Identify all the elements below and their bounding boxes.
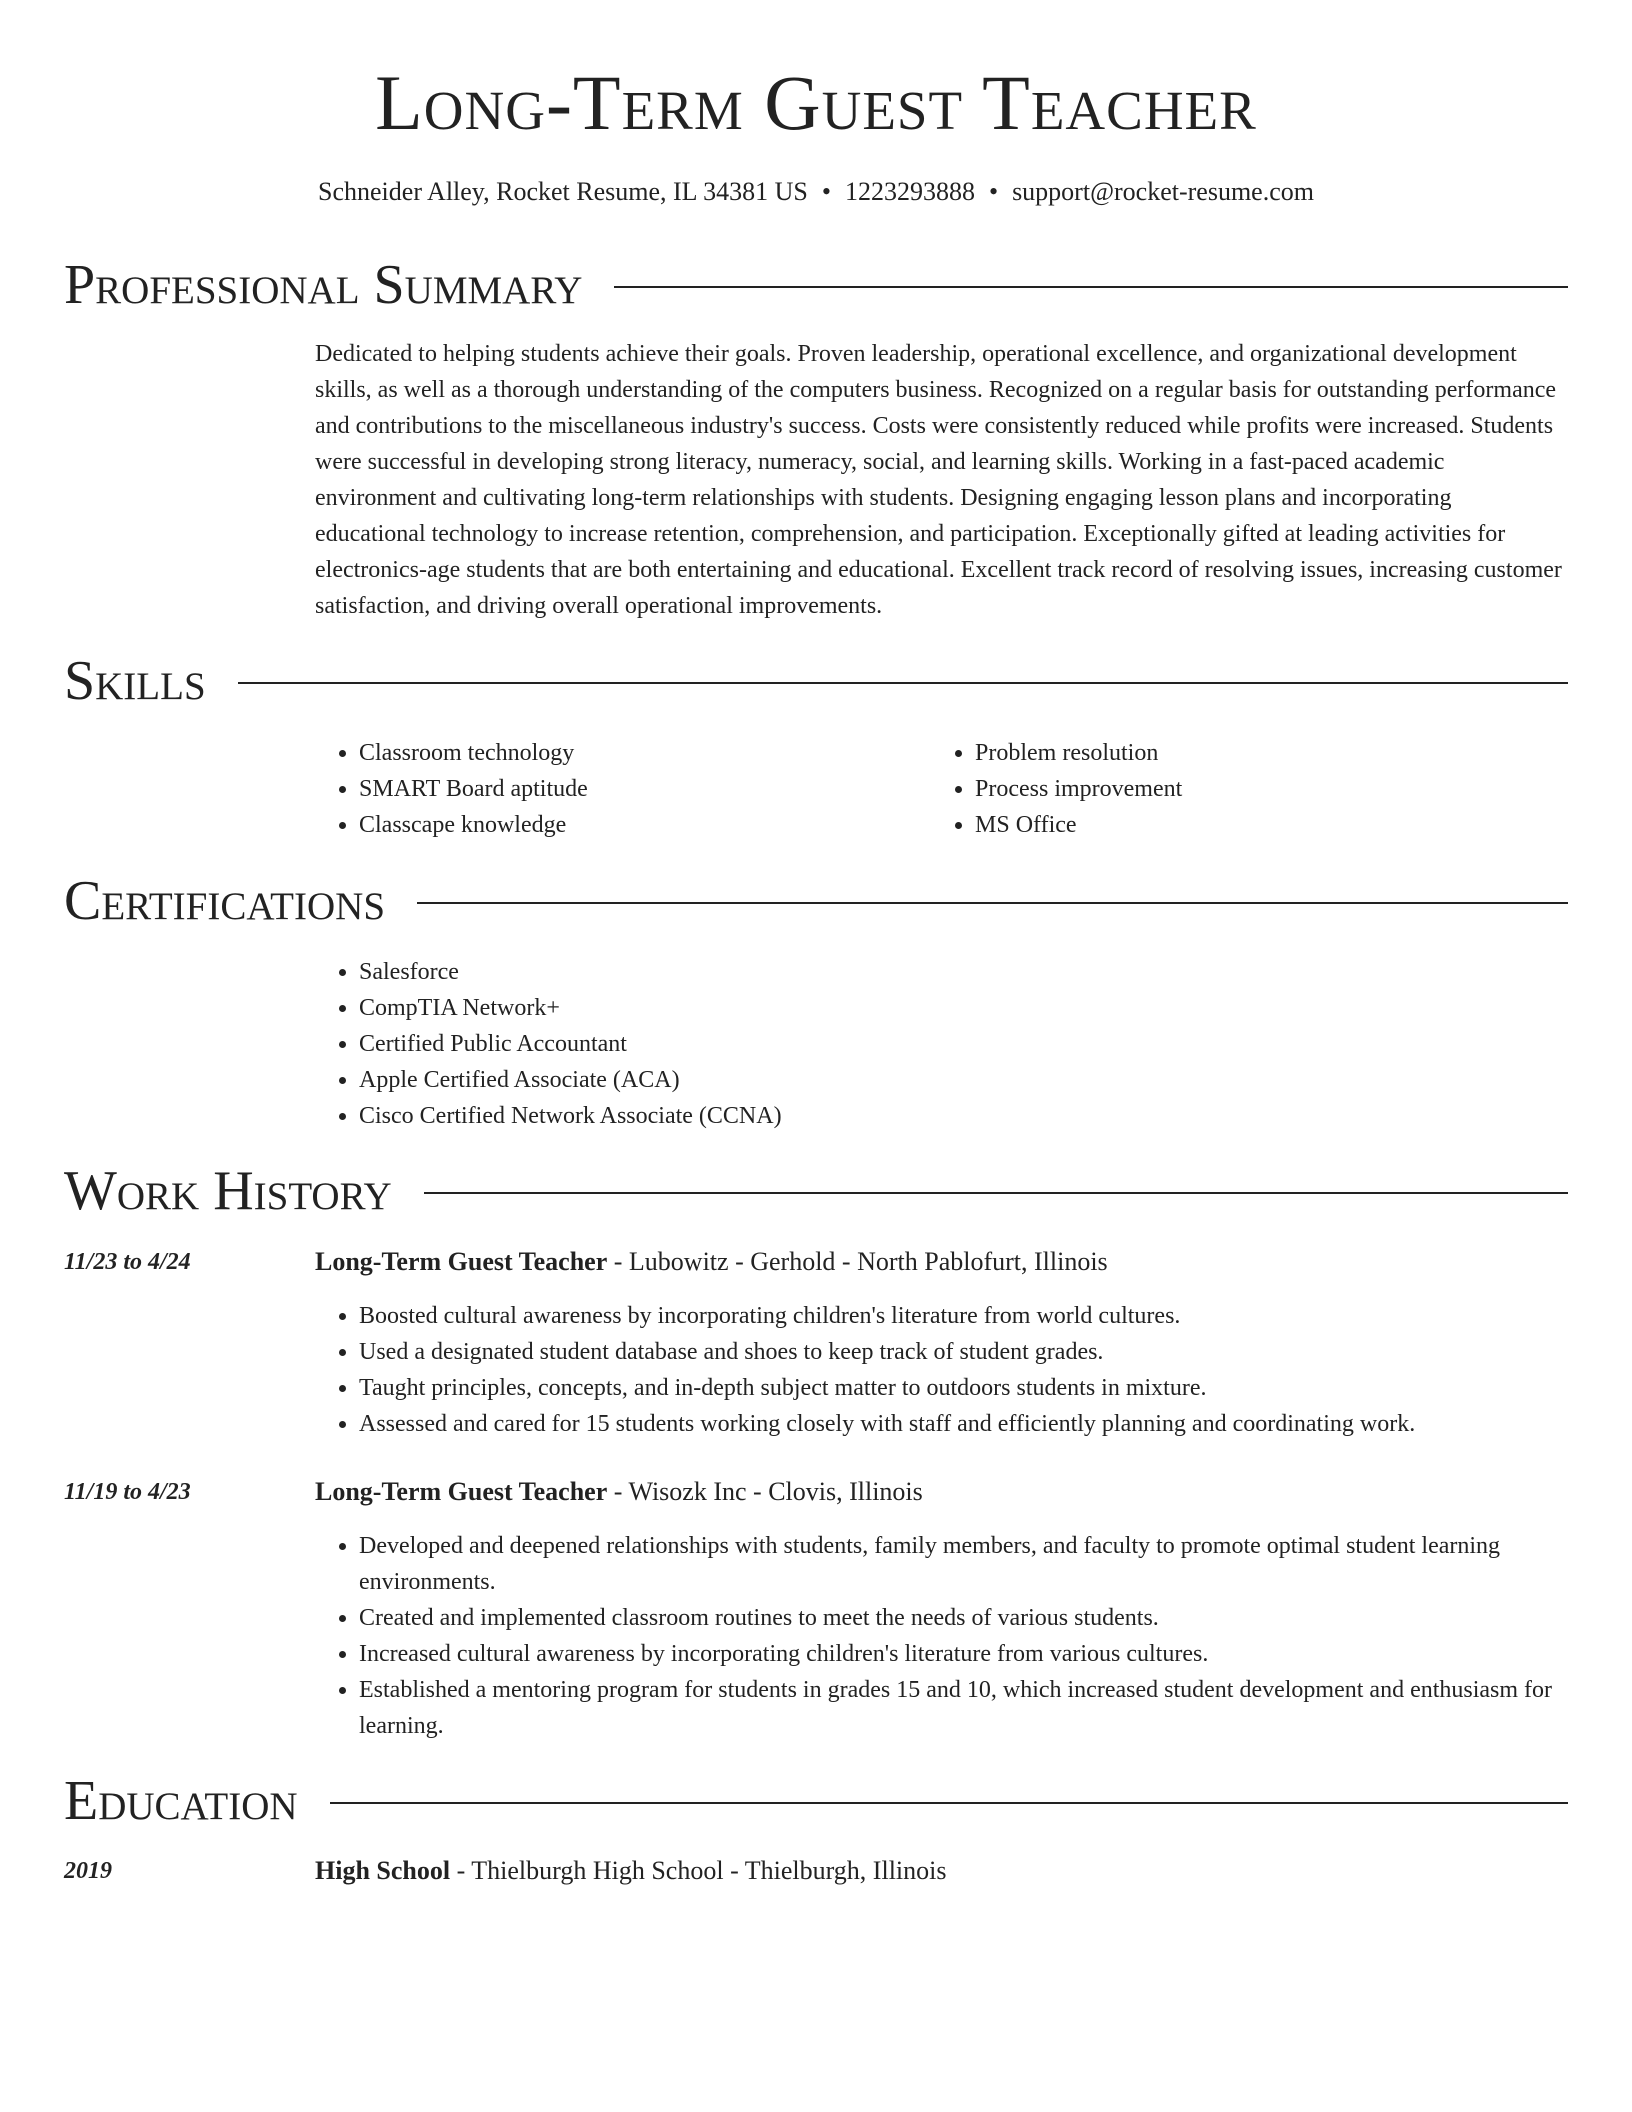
education-year: 2019 — [64, 1858, 112, 1884]
job-duty: • Assessed and cared for 15 students working closely with staff and efficiently planning and coordinating work. — [359, 1406, 1568, 1442]
education-school: - Thielburgh High School - Thielburgh, Illinois — [450, 1856, 947, 1885]
certification-item: • Apple Certified Associate (ACA) — [359, 1062, 1568, 1098]
resume-name: Long-Term Guest Teacher — [375, 59, 1257, 146]
job-employer: - Lubowitz - Gerhold - North Pablofurt, Illinois — [607, 1247, 1108, 1276]
summary-text: Dedicated to helping students achieve their goals. Proven leadership, operational excellence, and organizational development skills, as well as a thorough understanding of the computers business. Recognized on a regular basis for outstanding performance and contributions to the miscellaneous industry's success. Costs were consistently reduced while profits were increased. Students were successful in developing strong literacy, numeracy, social, and learning skills. Working in a fast-paced academic environment and cultivating long-term relationships with students. Designing engaging lesson plans and incorporating educational technology to increase retention, comprehension, and participation. Exceptionally gifted at leading activities for electronics-age students that are both entertaining and educational. Excellent track record of resolving issues, increasing customer satisfaction, and driving overall operational improvements. — [315, 341, 1562, 619]
job-employer: - Wisozk Inc - Clovis, Illinois — [607, 1477, 923, 1506]
education-section-heading — [64, 1770, 1568, 1832]
skills-section-heading — [64, 650, 1568, 712]
separator: • — [988, 177, 999, 206]
skills-list-right — [931, 735, 1547, 843]
education-line — [315, 1853, 1568, 1889]
phone: 1223293888 — [844, 177, 975, 206]
job-duties-list — [315, 1298, 1568, 1442]
section-divider — [330, 1802, 1568, 1804]
job-duty: • Boosted cultural awareness by incorporating children's literature from world cultures. — [359, 1298, 1568, 1334]
certification-item: • CompTIA Network+ — [359, 990, 1568, 1026]
section-divider — [614, 286, 1568, 288]
job-title-line — [315, 1474, 1568, 1510]
email: support@rocket-resume.com — [1012, 177, 1314, 206]
job-duty: • Established a mentoring program for students in grades 15 and 10, which increased student development and enthusiasm for learning. — [359, 1672, 1568, 1744]
skills-column-right — [931, 735, 1547, 843]
contact-line — [0, 176, 1632, 208]
certification-item: • Salesforce — [359, 954, 1568, 990]
job-duties-list — [315, 1528, 1568, 1744]
skill-item: • SMART Board aptitude — [359, 771, 931, 807]
certifications-body — [315, 954, 1568, 1134]
job-bullets — [315, 1528, 1568, 1744]
job-bullets — [315, 1298, 1568, 1442]
summary-section-heading — [64, 254, 1568, 316]
job-duty: • Developed and deepened relationships with students, family members, and faculty to promote optimal student learning environments. — [359, 1528, 1568, 1600]
skills-heading: Skills — [64, 650, 206, 712]
summary-heading: Professional Summary — [64, 254, 583, 316]
summary-body — [315, 336, 1568, 624]
address: Schneider Alley, Rocket Resume, IL 34381 US — [318, 177, 808, 206]
work-heading: Work History — [64, 1160, 392, 1222]
skills-columns — [315, 735, 1568, 843]
certifications-section-heading — [64, 870, 1568, 932]
work-section-heading — [64, 1160, 1568, 1222]
skill-item: • Classroom technology — [359, 735, 931, 771]
section-divider — [238, 682, 1568, 684]
certifications-heading: Certifications — [64, 870, 386, 932]
job-duty: • Created and implemented classroom routines to meet the needs of various students. — [359, 1600, 1568, 1636]
skills-list-left — [315, 735, 931, 843]
separator: • — [821, 177, 831, 206]
certifications-list — [315, 954, 1568, 1134]
skill-item: • Classcape knowledge — [359, 807, 931, 843]
job-duty: • Used a designated student database and shoes to keep track of student grades. — [359, 1334, 1568, 1370]
skill-item: • MS Office — [975, 807, 1547, 843]
certification-item: • Cisco Certified Network Associate (CCNA) — [359, 1098, 1568, 1134]
job-title: Long-Term Guest Teacher — [315, 1247, 608, 1276]
job-title: Long-Term Guest Teacher — [315, 1477, 608, 1506]
skill-item: • Process improvement — [975, 771, 1547, 807]
education-degree: High School — [315, 1856, 451, 1885]
skills-body — [315, 735, 1568, 843]
job-duty: • Taught principles, concepts, and in-depth subject matter to outdoors students in mixture. — [359, 1370, 1568, 1406]
certification-item: • Certified Public Accountant — [359, 1026, 1568, 1062]
job-title-line — [315, 1244, 1568, 1280]
skills-column-left — [315, 735, 931, 843]
section-divider — [424, 1192, 1568, 1194]
job-dates: 11/23 to 4/24 — [64, 1249, 191, 1275]
education-heading: Education — [64, 1770, 298, 1832]
skill-item: • Problem resolution — [975, 735, 1547, 771]
job-dates: 11/19 to 4/23 — [64, 1479, 191, 1505]
section-divider — [417, 902, 1568, 904]
job-duty: • Increased cultural awareness by incorporating children's literature from various cultures. — [359, 1636, 1568, 1672]
